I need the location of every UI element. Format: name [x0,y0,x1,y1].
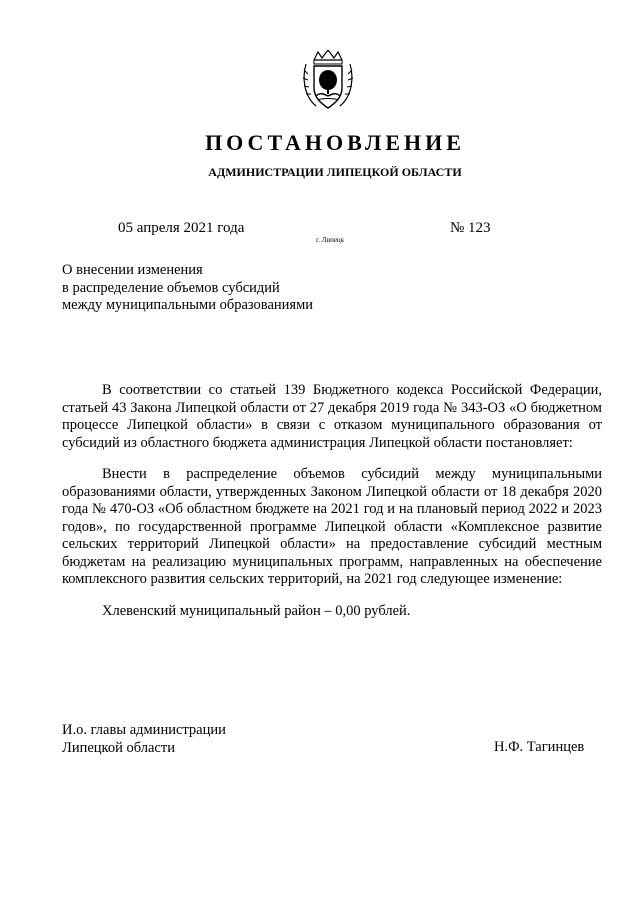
issuing-authority: АДМИНИСТРАЦИИ ЛИПЕЦКОЙ ОБЛАСТИ [208,165,462,179]
body-paragraph: Внести в распределение объемов субсидий между муниципальными образованиями области, утвержденных Законом Липецкой области от 18 декабря 2020 года № 470-ОЗ «Об областном бюджете на 2021 год и на плановый период 2022 и 2023 годов», по государственной программе Липецкой области «Комплексное развитие сельских территорий Липецкой области» на предоставление субсидий местным бюджетам на реализацию муниципальных программ, направленных на обеспечение комплексного развития сельских территорий, на 2021 год следующее изменение: [62,466,602,587]
position-line: И.о. главы администрации [62,722,226,738]
document-subject [62,262,313,315]
body-paragraph: В соответствии со статьей 139 Бюджетного кодекса Российской Федерации, статьей 43 Закона Липецкой области от 27 декабря 2019 года № 343-ОЗ «О бюджетном процессе Липецкой области» в связи с отказом муниципального образования от субсидий из областного бюджета администрация Липецкой области постановляет: [62,382,602,451]
body-paragraph: Хлевенский муниципальный район – 0,00 рублей. [102,602,411,619]
position-line: Липецкой области [62,739,175,756]
document-title: ПОСТАНОВЛЕНИЕ [205,130,465,155]
subject-line: О внесении изменения [62,262,203,278]
coat-of-arms-icon [300,50,356,112]
signatory-position [62,722,226,757]
signatory-name: Н.Ф. Тагинцев [494,739,585,755]
subject-line: в распределение объемов субсидий [62,279,280,296]
document-number: № 123 [450,220,491,236]
subject-line: между муниципальными образованиями [62,297,314,313]
document-date: 05 апреля 2021 года [118,220,245,236]
document-city: г. Липецк [316,236,345,244]
document-body [62,382,602,634]
